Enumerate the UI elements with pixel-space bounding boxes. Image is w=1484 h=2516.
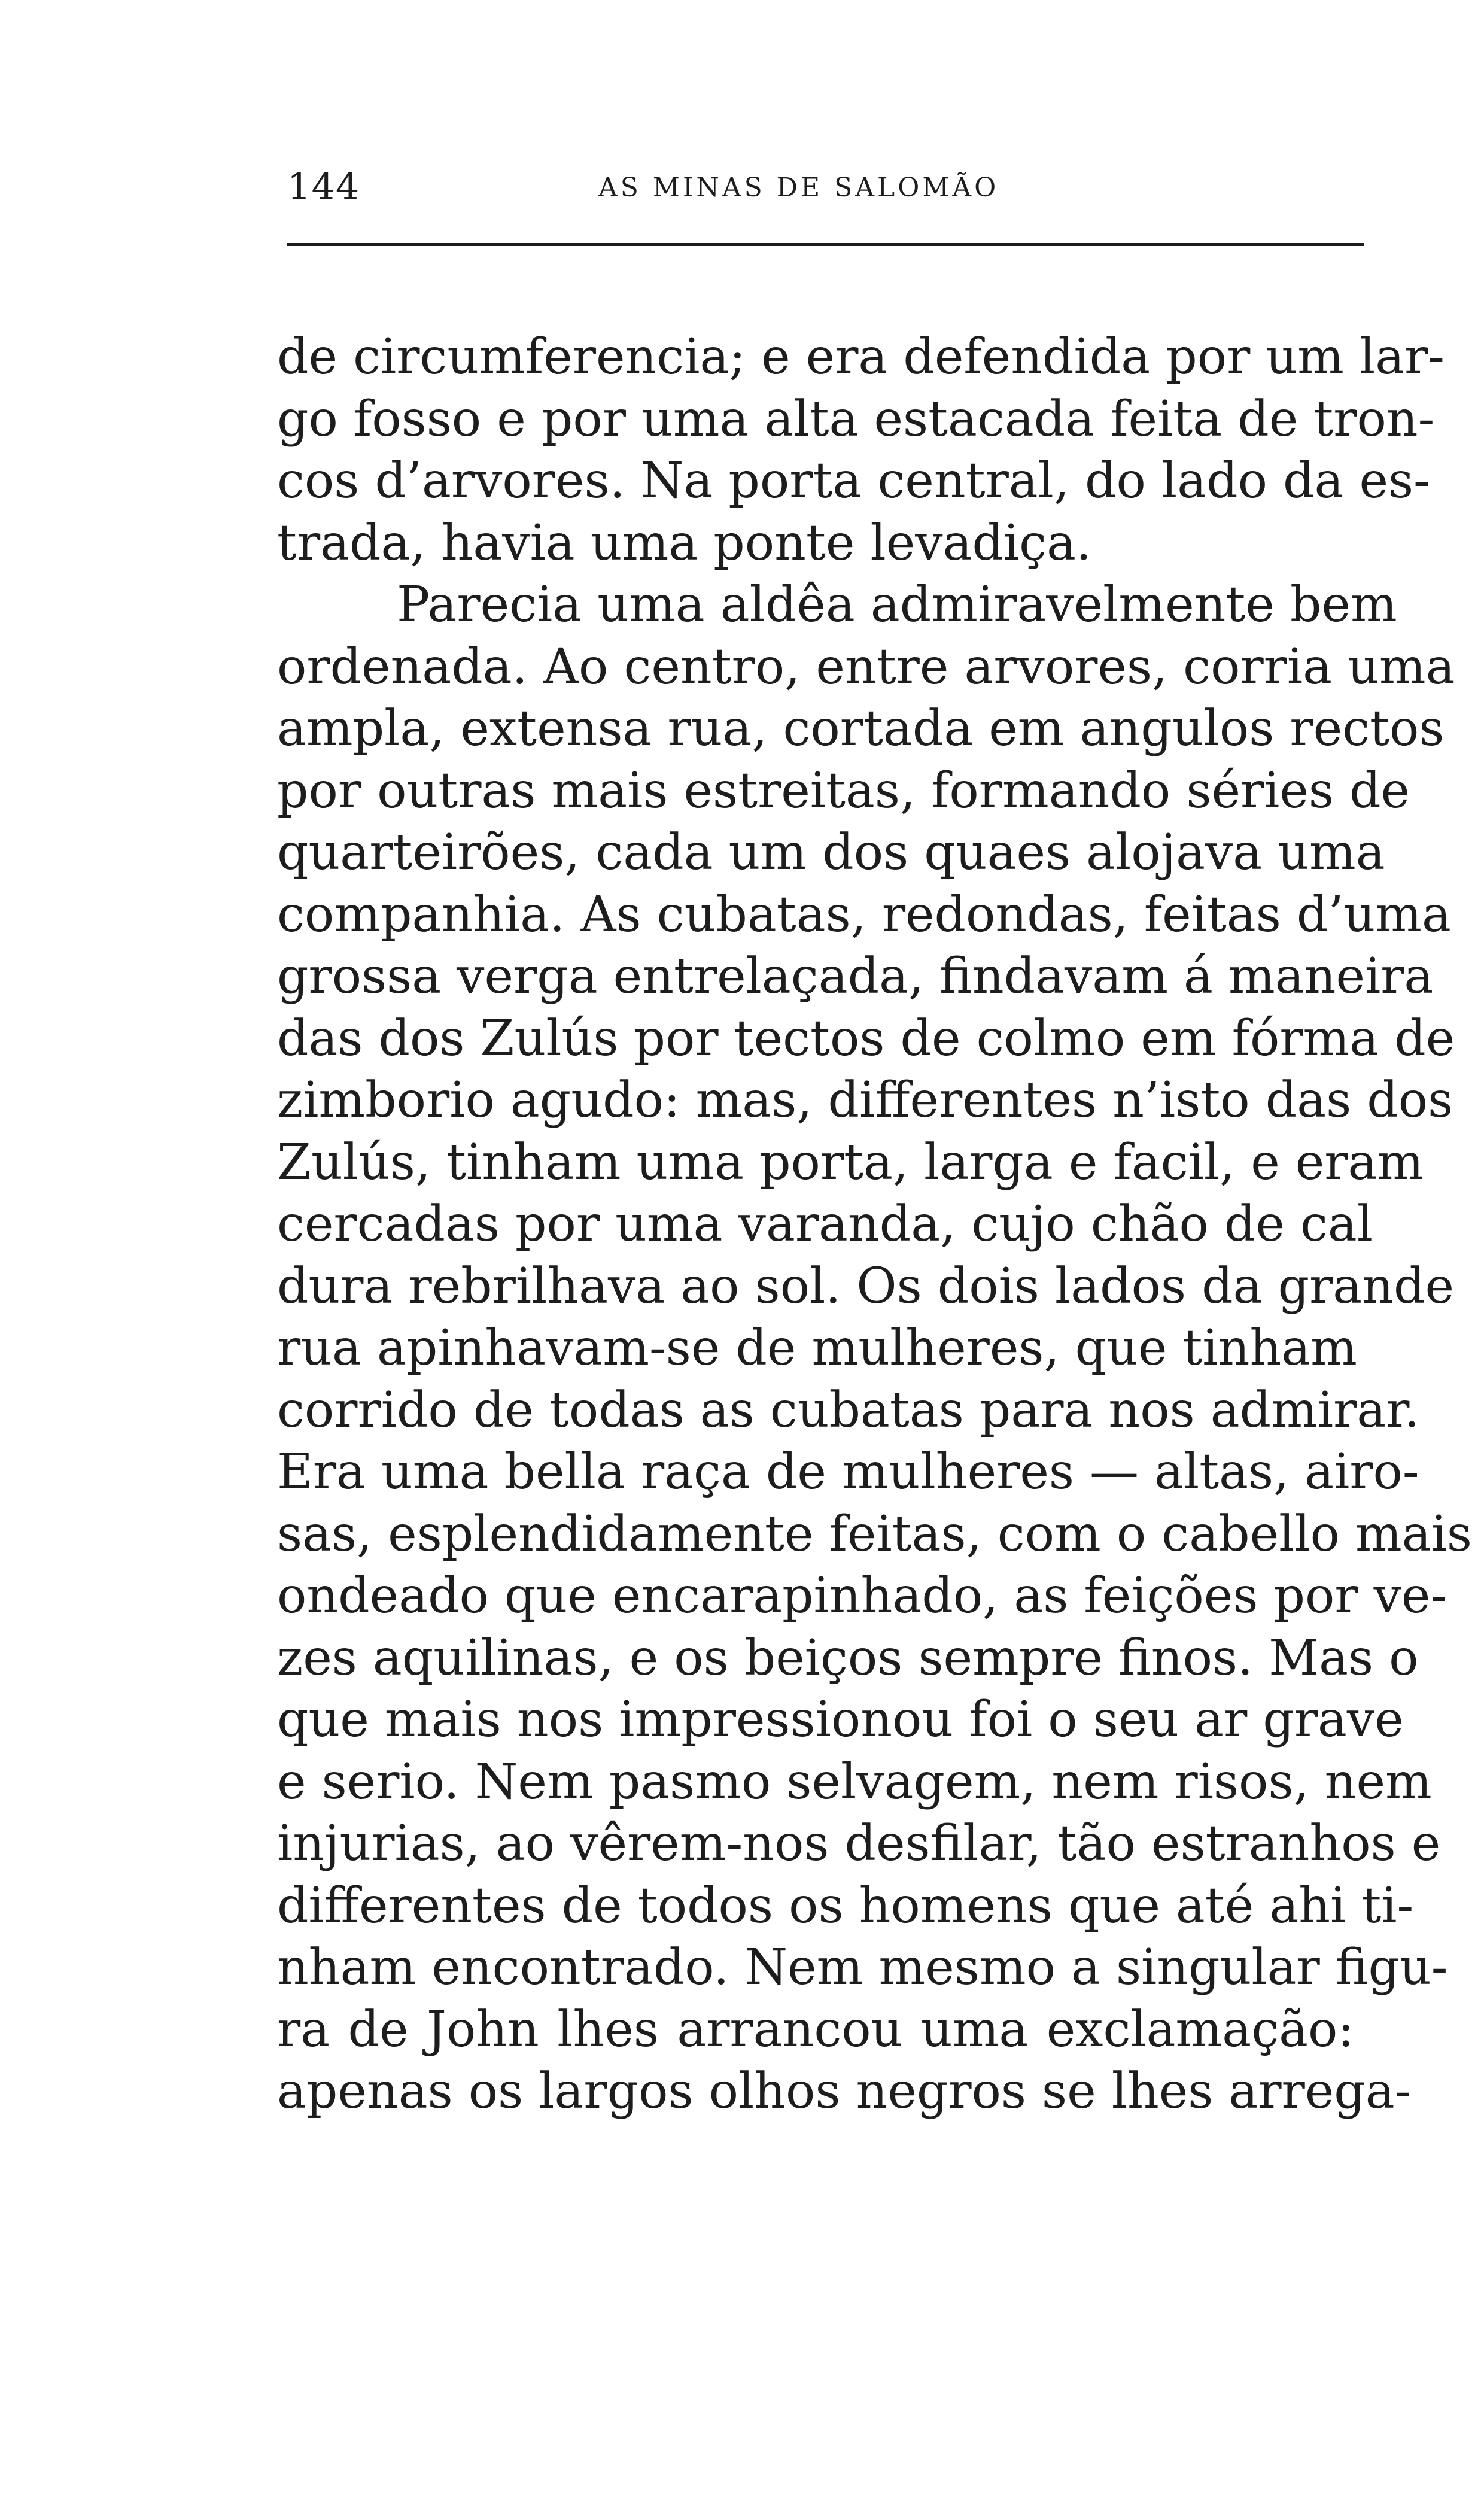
text-line: zes aquilinas, e os beiços sempre finos. Mas o — [277, 1629, 1419, 1687]
text-line: ra de John lhes arrancou uma exclamação: — [277, 2001, 1354, 2058]
page-number: 144 — [287, 165, 360, 208]
text-line: Era uma bella raça de mulheres — altas, airo- — [277, 1444, 1419, 1500]
paragraph-first-line: Parecia uma aldêa admiravelmente bem — [397, 576, 1397, 633]
text-line: ondeado que encarapinhado, as feições por ve- — [277, 1567, 1447, 1624]
text-line: dura rebrilhava ao sol. Os dois lados da grande — [277, 1257, 1454, 1315]
text-line: sas, esplendidamente feitas, com o cabello mais — [277, 1505, 1472, 1563]
text-line: e serio. Nem pasmo selvagem, nem risos, nem — [277, 1753, 1432, 1810]
text-line: ampla, extensa rua, cortada em angulos rectos — [277, 700, 1445, 757]
text-line: go fosso e por uma alta estacada feita de tron- — [277, 390, 1435, 448]
text-line: Zulús, tinham uma porta, larga e facil, e eram — [277, 1134, 1424, 1191]
body-text — [277, 326, 1472, 2123]
text-line: grossa verga entrelaçada, findavam á maneira — [277, 948, 1434, 1005]
text-line: rua apinhavam-se de mulheres, que tinham — [277, 1320, 1357, 1376]
text-line: corrido de todas as cubatas para nos admirar. — [277, 1381, 1420, 1439]
text-line: zimborio agudo: mas, differentes n’isto das dos — [277, 1072, 1453, 1129]
running-title: AS MINAS DE SALOMÃO — [598, 172, 999, 203]
text-line: differentes de todos os homens que até ahi ti- — [277, 1877, 1414, 1934]
text-line: por outras mais estreitas, formando séries de — [277, 762, 1410, 819]
text-line: cos d’arvores. Na porta central, do lado da es- — [277, 452, 1430, 509]
text-line: nham encontrado. Nem mesmo a singular figu- — [277, 1939, 1448, 1996]
running-head — [287, 163, 1364, 223]
text-line: de circumferencia; e era defendida por um lar- — [277, 329, 1445, 385]
text-line: das dos Zulús por tectos de colmo em fórma de — [277, 1010, 1455, 1067]
text-line: cercadas por uma varanda, cujo chão de cal — [277, 1196, 1373, 1253]
text-line: ordenada. Ao centro, entre arvores, corria uma — [277, 638, 1455, 695]
text-line: injurias, ao vêrem-nos desfilar, tão estranhos e — [277, 1815, 1441, 1872]
text-line: apenas os largos olhos negros se lhes arrega- — [277, 2063, 1412, 2120]
text-line: trada, havia uma ponte levadiça. — [277, 514, 1092, 572]
text-line: que mais nos impressionou foi o seu ar grave — [277, 1691, 1404, 1748]
text-line: companhia. As cubatas, redondas, feitas d’uma — [277, 886, 1451, 943]
header-rule — [287, 243, 1364, 246]
text-line: quarteirões, cada um dos quaes alojava uma — [277, 824, 1385, 881]
